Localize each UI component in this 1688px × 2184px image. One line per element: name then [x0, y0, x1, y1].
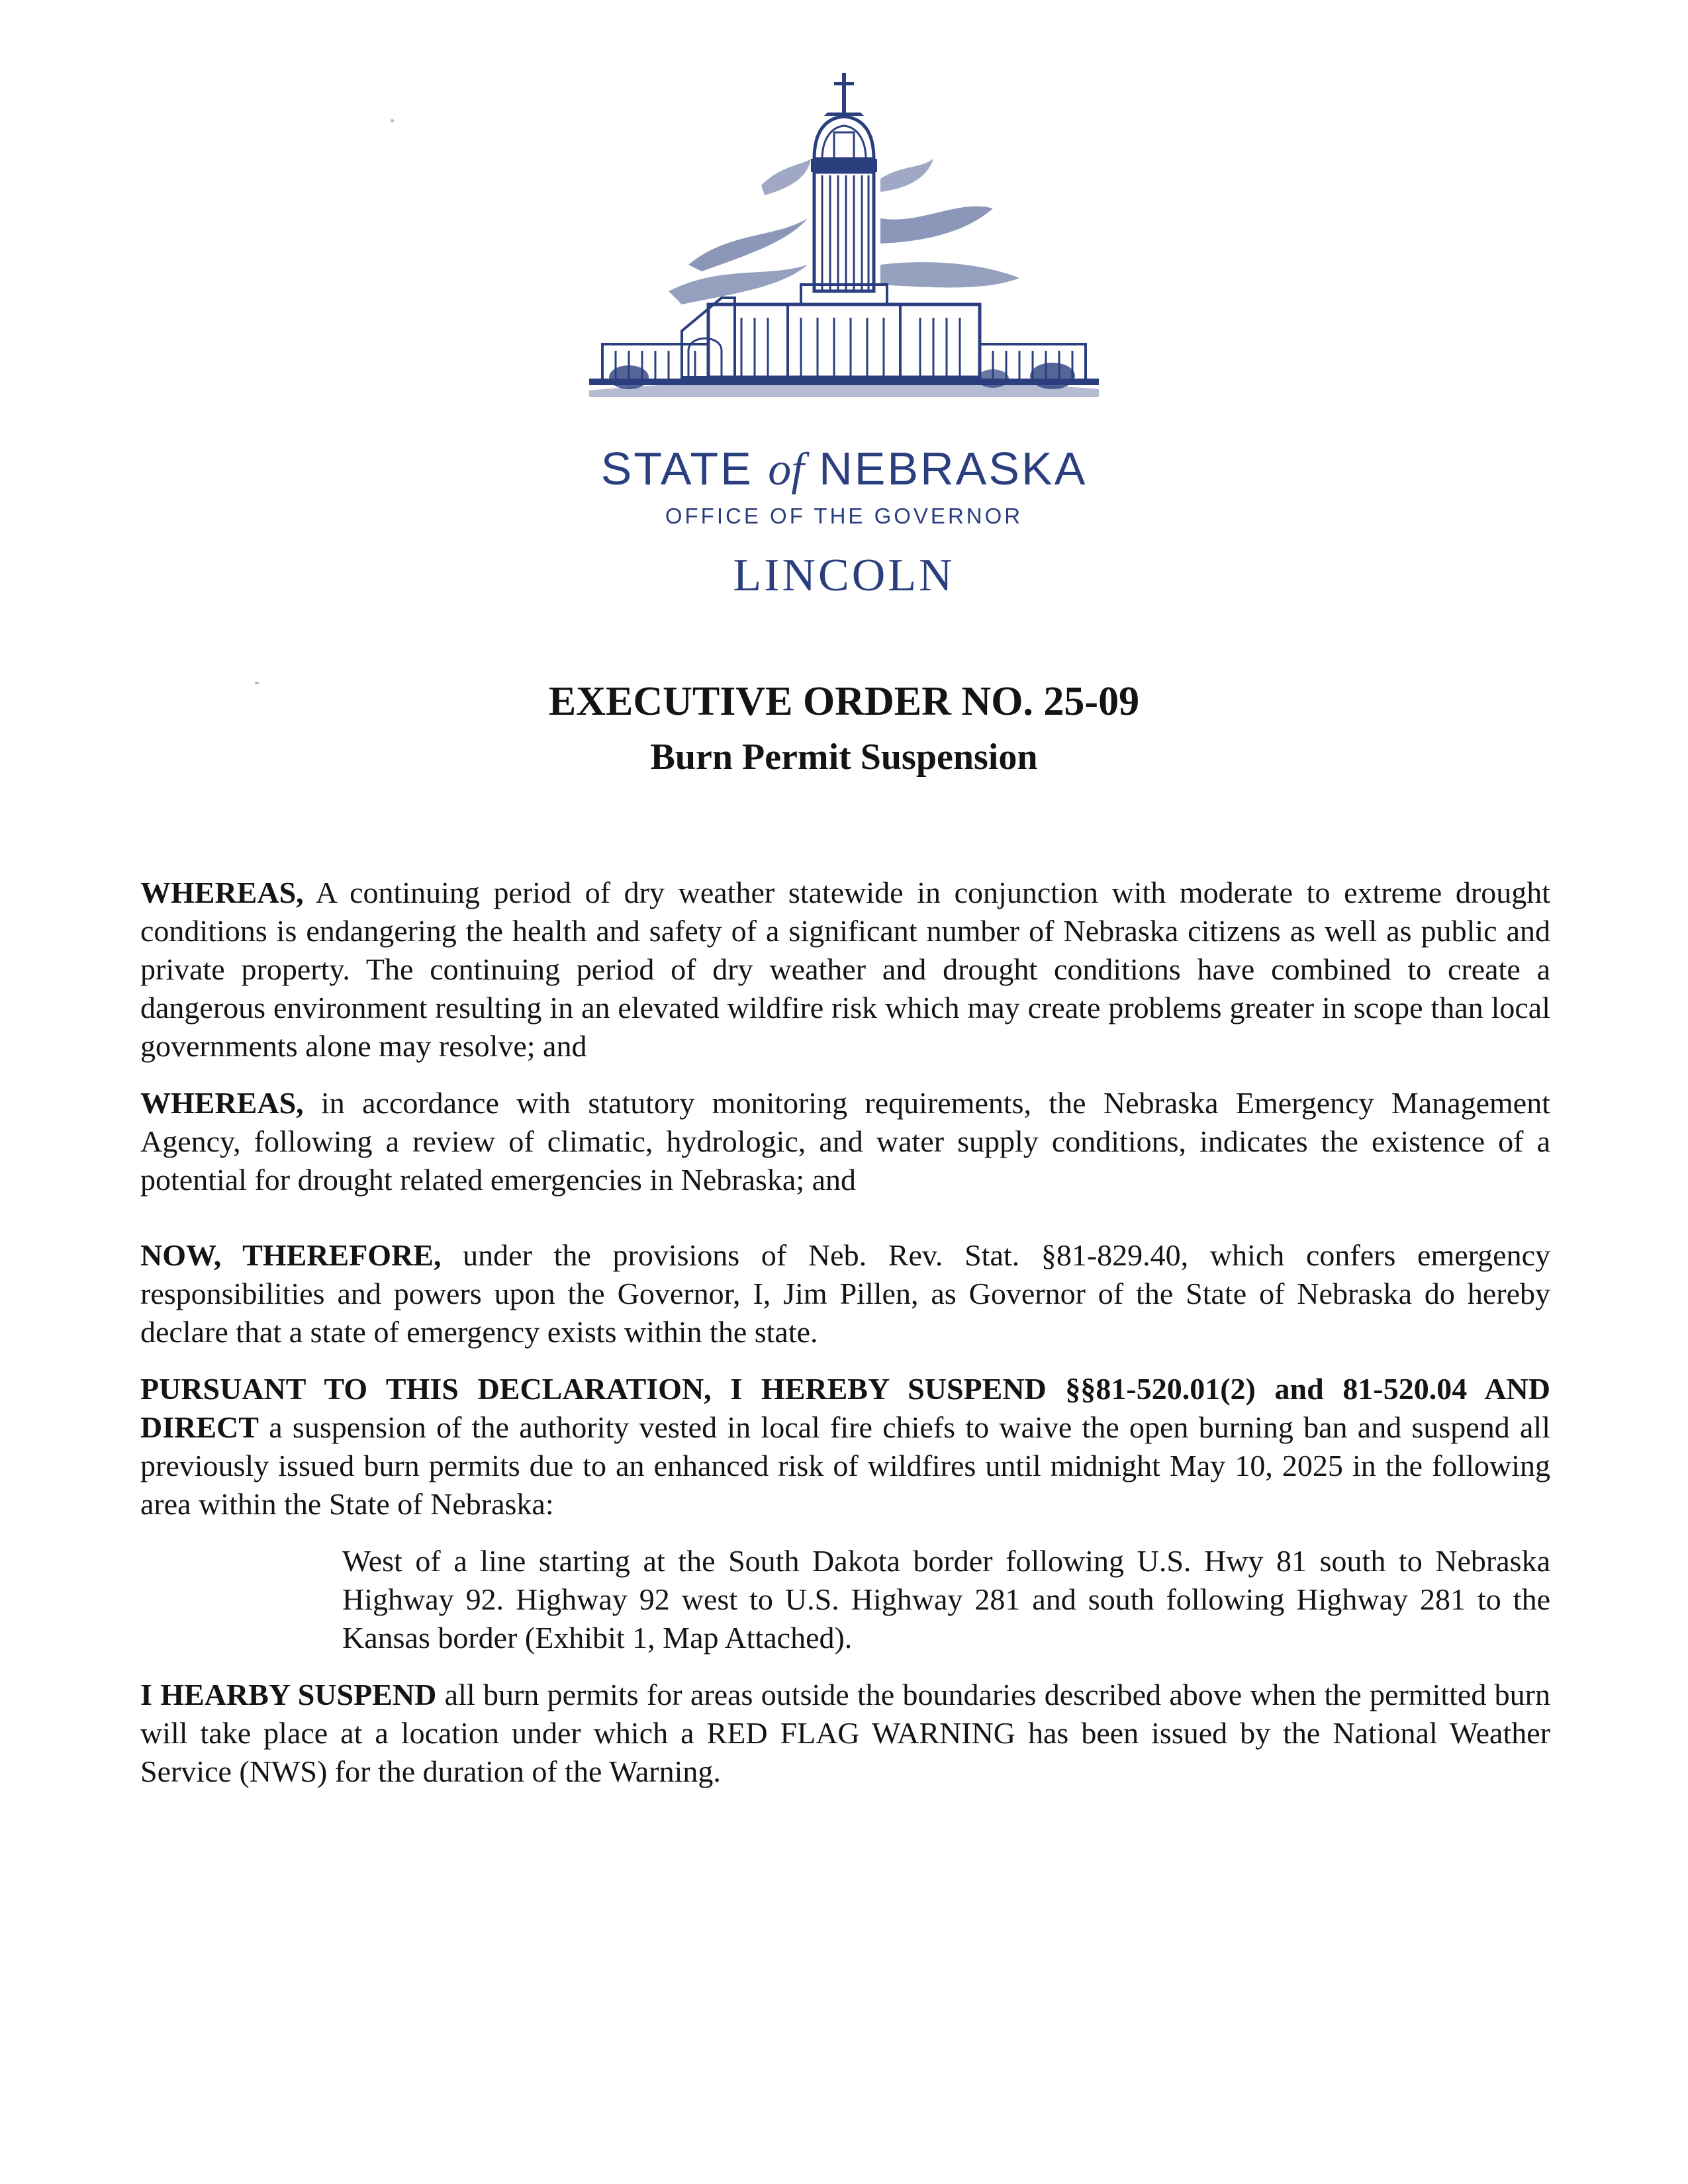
paragraph-lead: PURSUANT TO THIS DECLARATION, I HEREBY SUSPEND §§81-520.01(2) and 81-520.04 AND DIRECT: [140, 1372, 1550, 1444]
paragraph-lead: WHEREAS,: [140, 876, 304, 909]
order-title-block: [0, 674, 1688, 785]
order-subtitle: Burn Permit Suspension: [650, 737, 1038, 778]
pursuant-paragraph: [140, 1370, 1550, 1524]
scan-speck: [391, 119, 394, 122]
paragraph-text: a suspension of the authority vested in local fire chiefs to waive the open burning ban and suspend all previously issued burn permits due to an enhanced risk of wildfires until midnight May 10, 2025 in the following area within the State of Nebraska:: [140, 1410, 1550, 1521]
letterhead: [0, 0, 1688, 635]
whereas-paragraph-1: [140, 874, 1550, 1066]
paragraph-lead: I HEARBY SUSPEND: [140, 1678, 437, 1711]
paragraph-text: A continuing period of dry weather statewide in conjunction with moderate to extreme drought conditions is endangering the health and safety of a significant number of Nebraska citizens as well as public and private property. The continuing period of dry weather and drought conditions have combined to create a dangerous environment resulting in an elevated wildfire risk which may create problems greater in scope than local governments alone may resolve; and: [140, 876, 1550, 1063]
state-name-after: NEBRASKA: [819, 443, 1088, 494]
paragraph-text: in accordance with statutory monitoring requirements, the Nebraska Emergency Management Agency, following a review of climatic, hydrologic, and water supply conditions, indicates the existence of a potential for drought related emergencies in Nebraska; and: [140, 1086, 1550, 1197]
whereas-paragraph-2: [140, 1084, 1550, 1199]
red-flag-paragraph: [140, 1676, 1550, 1791]
state-name-of: of: [768, 444, 804, 495]
paragraph-lead: WHEREAS,: [140, 1086, 304, 1120]
order-title: EXECUTIVE ORDER NO. 25-09: [548, 679, 1140, 724]
city-name: LINCOLN: [733, 550, 955, 601]
boundary-description: West of a line starting at the South Dakota border following U.S. Hwy 81 south to Nebraska Highway 92. Highway 92 west to U.S. Highway 281 and south following Highway 281 to the Kansas border (Exhibit 1, Map Attached).: [342, 1544, 1550, 1655]
paragraph-text: under the provisions of Neb. Rev. Stat. §81-829.40, which confers emergency responsibilities and powers upon the Governor, I, Jim Pillen, as Governor of the State of Nebraska do hereby declare that a state of emergency exists within the state.: [140, 1238, 1550, 1349]
order-body: [140, 874, 1550, 1809]
paragraph-text: all burn permits for areas outside the boundaries described above when the permitted burn will take place at a location under which a RED FLAG WARNING has been issued by the National Weather Service (NWS) for the duration of the Warning.: [140, 1678, 1550, 1788]
state-name: [0, 442, 1688, 496]
paragraph-lead: NOW, THEREFORE,: [140, 1238, 442, 1272]
office-name: OFFICE OF THE GOVERNOR: [665, 504, 1023, 528]
capitol-building-icon: [589, 66, 1099, 424]
state-name-before: STATE: [600, 443, 753, 494]
now-therefore-paragraph: [140, 1236, 1550, 1351]
